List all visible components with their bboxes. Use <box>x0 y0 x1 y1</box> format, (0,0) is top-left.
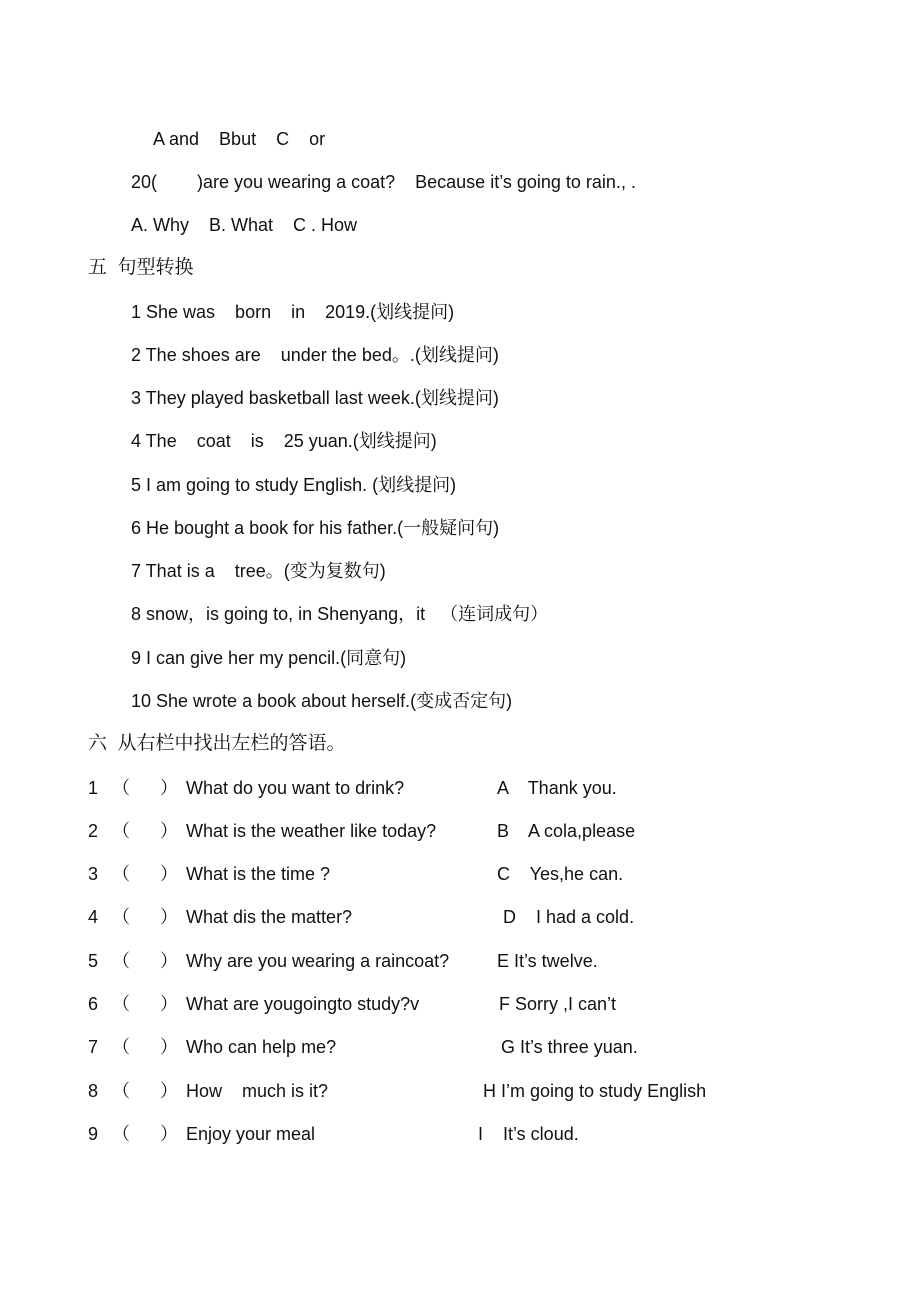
answer-blank: （ ） <box>112 1081 179 1101</box>
question: What is the weather like today? <box>186 821 437 841</box>
answer-option: C Yes,he can. <box>497 864 624 884</box>
question-20: 20( )are you wearing a coat? Because it’s going to rain., . <box>131 172 636 192</box>
section-6-heading: 六 从右栏中找出左栏的答语。 <box>88 733 346 754</box>
question-19-options: A and Bbut C or <box>153 129 326 149</box>
list-item: 2 The shoes are under the bed。.(划线提问) <box>131 345 499 365</box>
matching-row <box>0 776 920 800</box>
question-20-options: A. Why B. What C . How <box>131 215 358 235</box>
answer-option: F Sorry ,I can’t <box>499 994 617 1014</box>
question: Why are you wearing a raincoat? <box>186 951 450 971</box>
list-item: 4 The coat is 25 yuan.(划线提问) <box>131 431 437 451</box>
question: Enjoy your meal <box>186 1124 316 1144</box>
answer-blank: （ ） <box>112 864 179 884</box>
answer-blank: （ ） <box>112 907 179 927</box>
answer-option: H I’m going to study English <box>483 1081 707 1101</box>
question: What are yougoingto study?v <box>186 994 420 1014</box>
row-number: 7 <box>88 1037 99 1057</box>
question: What dis the matter? <box>186 907 353 927</box>
answer-option: A Thank you. <box>497 778 617 798</box>
answer-blank: （ ） <box>112 994 179 1014</box>
row-number: 6 <box>88 994 99 1014</box>
answer-blank: （ ） <box>112 1037 179 1057</box>
matching-row <box>0 1122 920 1146</box>
matching-row <box>0 1079 920 1103</box>
answer-blank: （ ） <box>112 821 179 841</box>
answer-blank: （ ） <box>112 951 179 971</box>
answer-option: B A cola,please <box>497 821 636 841</box>
answer-option: D I had a cold. <box>503 907 635 927</box>
matching-row <box>0 905 920 929</box>
row-number: 3 <box>88 864 99 884</box>
row-number: 8 <box>88 1081 99 1101</box>
section-5-heading: 五 句型转换 <box>88 257 194 278</box>
list-item: 1 She was born in 2019.(划线提问) <box>131 302 455 322</box>
question: Who can help me? <box>186 1037 337 1057</box>
row-number: 1 <box>88 778 99 798</box>
answer-blank: （ ） <box>112 778 179 798</box>
list-item: 7 That is a tree。(变为复数句) <box>131 561 386 581</box>
question: What is the time ? <box>186 864 331 884</box>
row-number: 2 <box>88 821 99 841</box>
matching-row <box>0 949 920 973</box>
row-number: 4 <box>88 907 99 927</box>
list-item: 10 She wrote a book about herself.(变成否定句) <box>131 691 513 711</box>
answer-option: E It’s twelve. <box>497 951 598 971</box>
list-item: 9 I can give her my pencil.(同意句) <box>131 648 407 668</box>
question: How much is it? <box>186 1081 329 1101</box>
answer-blank: （ ） <box>112 1124 179 1144</box>
matching-row <box>0 1035 920 1059</box>
matching-row <box>0 819 920 843</box>
row-number: 5 <box>88 951 99 971</box>
row-number: 9 <box>88 1124 99 1144</box>
list-item: 6 He bought a book for his father.(一般疑问句) <box>131 518 500 538</box>
list-item: 8 snow，is going to, in Shenyang，it （连词成句） <box>131 604 549 624</box>
list-item: 5 I am going to study English. (划线提问) <box>131 475 457 495</box>
list-item: 3 They played basketball last week.(划线提问) <box>131 388 499 408</box>
matching-row <box>0 992 920 1016</box>
matching-row <box>0 862 920 886</box>
answer-option: I It’s cloud. <box>478 1124 579 1144</box>
question: What do you want to drink? <box>186 778 405 798</box>
answer-option: G It’s three yuan. <box>501 1037 638 1057</box>
